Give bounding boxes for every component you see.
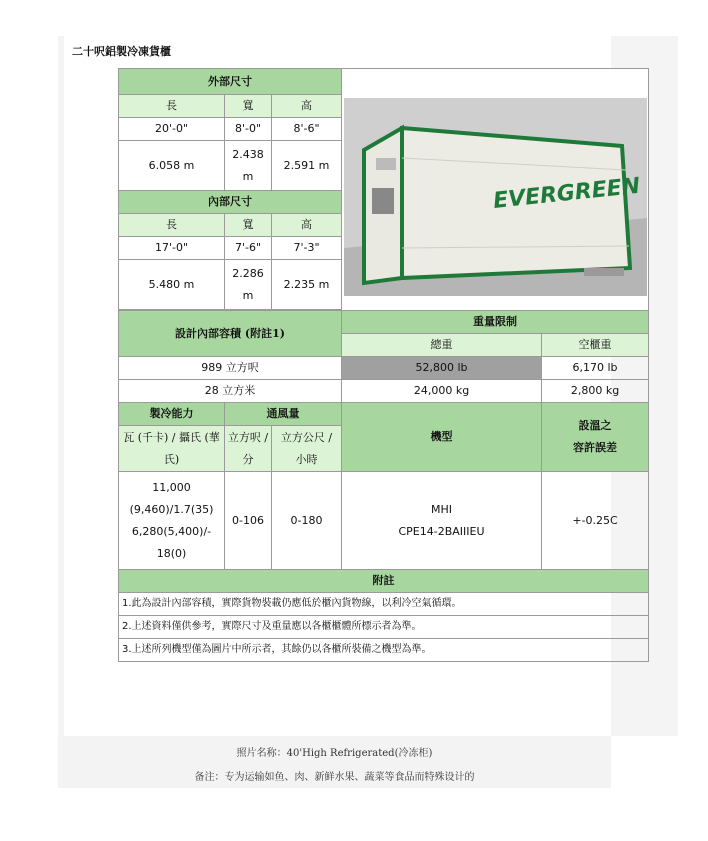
photo-cell xyxy=(342,69,649,311)
note-item-1: 1.此為設計內部容積，實際貨物裝載仍應低於櫃內貨物線，以利冷空氣循環。 xyxy=(119,593,649,616)
ext-width-m: 2.438 m xyxy=(225,141,272,191)
ventilation-unit-cmh: 立方公尺 / 小時 xyxy=(272,426,342,472)
capacity-cum: 28 立方米 xyxy=(119,380,342,403)
cooling-value-line4: 18(0) xyxy=(156,546,187,560)
ext-height-m: 2.591 m xyxy=(272,141,342,191)
ventilation-unit-cfm: 立方呎 / 分 xyxy=(225,426,272,472)
capacity-cuft: 989 立方呎 xyxy=(119,357,342,380)
tolerance-title-line2: 容許誤差 xyxy=(573,441,618,454)
photo-caption xyxy=(58,736,611,788)
ext-height-ft: 8'-6" xyxy=(272,118,342,141)
model-line2: CPE14-2BAIIIEU xyxy=(398,524,485,538)
model-line1: MHI xyxy=(431,502,453,516)
int-width-ft: 7'-6" xyxy=(225,237,272,260)
tare-weight-lb: 6,170 lb xyxy=(542,357,649,380)
reefer-container-image xyxy=(344,98,647,296)
int-col-length: 長 xyxy=(119,214,225,237)
note-item-2: 2.上述資料僅供參考，實際尺寸及重量應以各櫃櫃體所標示者為準。 xyxy=(119,616,649,639)
ventilation-value-cfm: 0-106 xyxy=(225,472,272,570)
cooling-header: 製冷能力 xyxy=(119,403,225,426)
int-col-height: 高 xyxy=(272,214,342,237)
int-height-ft: 7'-3" xyxy=(272,237,342,260)
caption-photo-name: 照片名称：40'High Refrigerated(冷冻柜) xyxy=(236,748,433,759)
int-col-width: 寬 xyxy=(225,214,272,237)
tare-weight-kg: 2,800 kg xyxy=(542,380,649,403)
cooling-value xyxy=(119,472,225,570)
int-length-m: 5.480 m xyxy=(119,260,225,310)
tolerance-title-line1: 設溫之 xyxy=(578,419,612,432)
ventilation-value-cmh: 0-180 xyxy=(272,472,342,570)
external-dimensions-header: 外部尺寸 xyxy=(119,69,342,95)
container-photo xyxy=(344,98,647,296)
tare-weight-label: 空櫃重 xyxy=(542,334,649,357)
spec-table xyxy=(118,68,649,662)
gross-weight-label: 總重 xyxy=(342,334,542,357)
ext-col-length: 長 xyxy=(119,95,225,118)
weight-limit-header: 重量限制 xyxy=(342,311,649,334)
ext-length-m: 6.058 m xyxy=(119,141,225,191)
tolerance-value: +-0.25C xyxy=(542,472,649,570)
brand-text: EVERGREEN xyxy=(492,173,642,214)
ext-col-height: 高 xyxy=(272,95,342,118)
tolerance-header xyxy=(542,403,649,472)
int-length-ft: 17'-0" xyxy=(119,237,225,260)
cooling-value-line2: (9,460)/1.7(35) xyxy=(129,502,214,516)
gross-weight-lb: 52,800 lb xyxy=(342,357,542,380)
model-header: 機型 xyxy=(342,403,542,472)
cooling-unit: 瓦 (千卡) / 攝氏 (華氏) xyxy=(119,426,225,472)
note-item-3: 3.上述所列機型僅為圖片中所示者，其餘仍以各櫃所裝備之機型為準。 xyxy=(119,639,649,662)
int-height-m: 2.235 m xyxy=(272,260,342,310)
capacity-header: 設計內部容積 (附註1) xyxy=(119,311,342,357)
ext-width-ft: 8'-0" xyxy=(225,118,272,141)
ext-length-ft: 20'-0" xyxy=(119,118,225,141)
cooling-value-line3: 6,280(5,400)/- xyxy=(131,524,212,538)
ext-col-width: 寬 xyxy=(225,95,272,118)
model-value xyxy=(342,472,542,570)
page-title: 二十呎鋁製冷凍貨櫃 xyxy=(72,45,171,58)
caption-remark: 备注：专为运输如鱼、肉、新鲜水果、蔬菜等食品而特殊设计的 xyxy=(194,772,475,783)
ventilation-header: 通風量 xyxy=(225,403,342,426)
gross-weight-kg: 24,000 kg xyxy=(342,380,542,403)
internal-dimensions-header: 內部尺寸 xyxy=(119,191,342,214)
cooling-value-line1: 11,000 xyxy=(152,480,191,494)
int-width-m: 2.286 m xyxy=(225,260,272,310)
notes-header: 附註 xyxy=(119,570,649,593)
